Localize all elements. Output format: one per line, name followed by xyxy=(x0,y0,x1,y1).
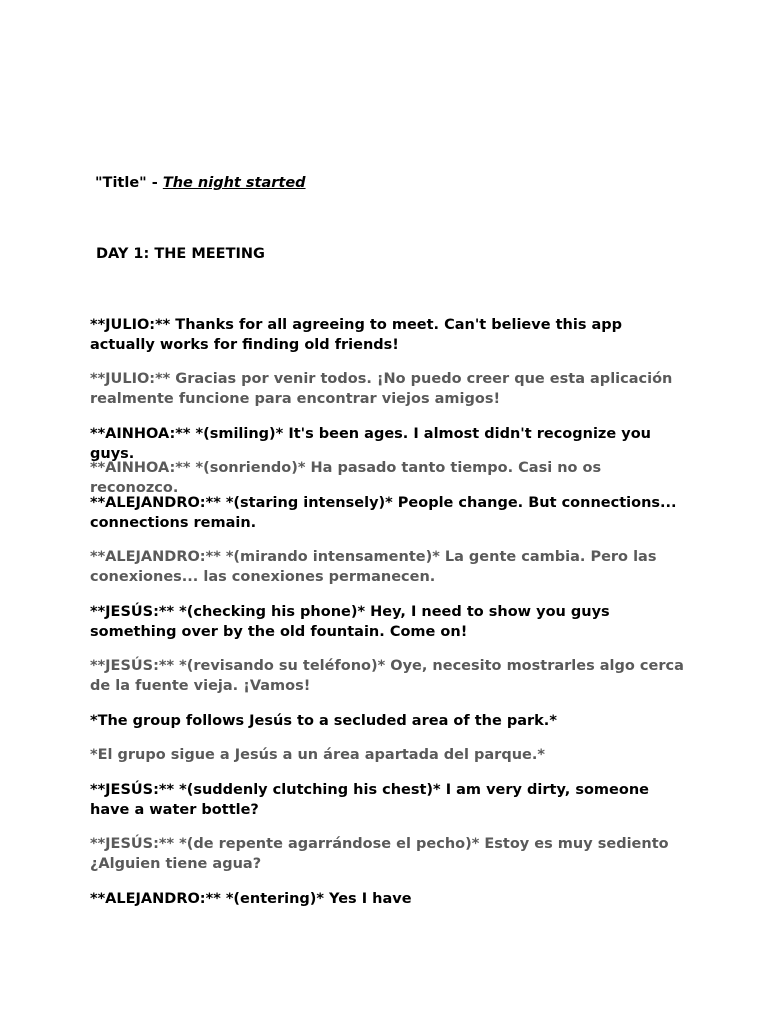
dialogue-line-spanish: **AINHOA:** *(sonriendo)* Ha pasado tanto tiempo. Casi no os reconozco. xyxy=(90,460,602,496)
dialogue-line-spanish: **JESÚS:** *(de repente agarrándose el pecho)* Estoy es muy sediento ¿Alguien tiene agua? xyxy=(90,836,669,872)
dialogue-line-english: **JULIO:** Thanks for all agreeing to meet. Can't believe this app actually works for finding old friends! xyxy=(90,317,623,353)
dialogue-line-english: **ALEJANDRO:** *(entering)* Yes I have xyxy=(90,891,412,907)
dialogue-line-spanish: **JULIO:** Gracias por venir todos. ¡No puedo creer que esta aplicación realmente funcione para encontrar viejos amigos! xyxy=(90,371,673,407)
dialogue-line-spanish: **ALEJANDRO:** *(mirando intensamente)* La gente cambia. Pero las conexiones... las conexiones permanecen. xyxy=(90,549,657,585)
document-title: The night started xyxy=(162,175,306,191)
stage-direction-spanish: *El grupo sigue a Jesús a un área apartada del parque.* xyxy=(90,747,545,763)
dialogue-line-english: **ALEJANDRO:** *(staring intensely)* People change. But connections... connections remain. xyxy=(90,495,677,531)
day-heading: DAY 1: THE MEETING xyxy=(96,246,265,262)
dialogue-line-english: **JESÚS:** *(checking his phone)* Hey, I need to show you guys something over by the old fountain. Come on! xyxy=(90,604,610,640)
dialogue-line-spanish: **JESÚS:** *(revisando su teléfono)* Oye, necesito mostrarles algo cerca de la fuente vieja. ¡Vamos! xyxy=(90,658,684,694)
stage-direction-english: *The group follows Jesús to a secluded area of the park.* xyxy=(90,713,557,729)
title-label: "Title" - xyxy=(95,175,163,191)
dialogue-line-english: **JESÚS:** *(suddenly clutching his chest)* I am very dirty, someone have a water bottle? xyxy=(90,782,649,818)
document-title-line xyxy=(95,175,306,191)
dialogue-line-english: **AINHOA:** *(smiling)* It's been ages. I almost didn't recognize you guys. xyxy=(90,426,651,462)
